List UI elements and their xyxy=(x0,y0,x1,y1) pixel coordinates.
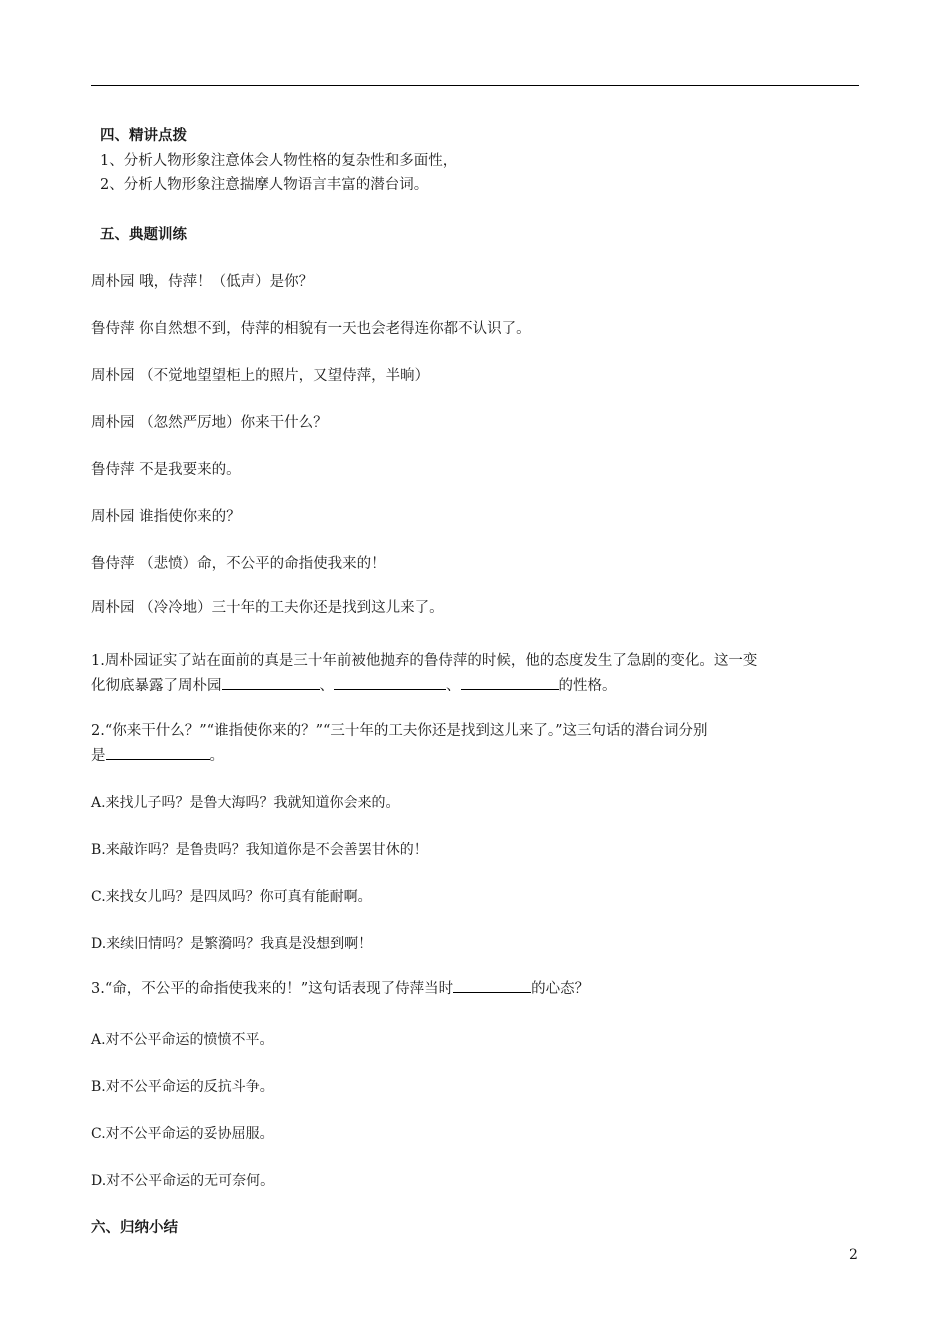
question-3 xyxy=(91,978,589,999)
question-3-suffix: 的心态？ xyxy=(531,981,590,997)
answer-blank[interactable] xyxy=(334,675,446,690)
dialogue-line: 鲁侍萍 （悲愤）命，不公平的命指使我来的！ xyxy=(91,556,386,572)
page-number: 2 xyxy=(849,1247,858,1263)
dialogue-line: 周朴园 （冷冷地）三十年的工夫你还是找到这儿来了。 xyxy=(91,600,444,616)
question-1-line-2 xyxy=(91,675,617,696)
option-a: A.对不公平命运的愤愤不平。 xyxy=(91,1032,274,1048)
question-3-prefix: 3.“命，不公平的命指使我来的！”这句话表现了侍萍当时 xyxy=(91,981,454,997)
option-b: B.来敲诈吗？是鲁贵吗？我知道你是不会善罢甘休的！ xyxy=(91,842,428,858)
dialogue-line: 鲁侍萍 不是我要来的。 xyxy=(91,462,241,478)
option-b: B.对不公平命运的反抗斗争。 xyxy=(91,1079,274,1095)
question-2-line-2 xyxy=(91,745,224,766)
dialogue-line: 鲁侍萍 你自然想不到，侍萍的相貌有一天也会老得连你都不认识了。 xyxy=(91,321,531,337)
answer-blank[interactable] xyxy=(106,745,210,760)
question-2-prefix: 是 xyxy=(91,748,106,764)
dialogue-line: 周朴园 谁指使你来的？ xyxy=(91,509,241,525)
option-d: D.来续旧情吗？是繁漪吗？我真是没想到啊！ xyxy=(91,936,373,952)
section-heading-4: 四、精讲点拨 xyxy=(100,128,187,144)
question-1-line-1: 1.周朴园证实了站在面前的真是三十年前被他抛弃的鲁侍萍的时候，他的态度发生了急剧的变化。这一变 xyxy=(91,653,758,669)
separator: 、 xyxy=(446,678,461,694)
dialogue-line: 周朴园 哦，侍萍！（低声）是你？ xyxy=(91,274,314,290)
question-1-suffix: 的性格。 xyxy=(558,678,617,694)
option-a: A.来找儿子吗？是鲁大海吗？我就知道你会来的。 xyxy=(91,795,400,811)
answer-blank[interactable] xyxy=(453,978,531,993)
list-item: 2、分析人物形象注意揣摩人物语言丰富的潜台词。 xyxy=(100,177,429,193)
separator: 、 xyxy=(319,678,334,694)
question-2-suffix: 。 xyxy=(209,748,224,764)
dialogue-line: 周朴园 （不觉地望望柜上的照片，又望侍萍，半晌） xyxy=(91,368,430,384)
question-2-line-1: 2.“你来干什么？”“谁指使你来的？”“三十年的工夫你还是找到这儿来了。”这三句话的潜台词分别 xyxy=(91,723,708,739)
option-c: C.来找女儿吗？是四凤吗？你可真有能耐啊。 xyxy=(91,889,372,905)
header-rule xyxy=(91,85,859,86)
list-item: 1、分析人物形象注意体会人物性格的复杂性和多面性， xyxy=(100,153,458,169)
answer-blank[interactable] xyxy=(222,675,320,690)
section-heading-5: 五、典题训练 xyxy=(100,227,187,243)
question-1-prefix: 化彻底暴露了周朴园 xyxy=(91,678,222,694)
option-d: D.对不公平命运的无可奈何。 xyxy=(91,1173,275,1189)
option-c: C.对不公平命运的妥协屈服。 xyxy=(91,1126,274,1142)
section-heading-6: 六、归纳小结 xyxy=(91,1220,178,1236)
dialogue-line: 周朴园 （忽然严厉地）你来干什么？ xyxy=(91,415,328,431)
answer-blank[interactable] xyxy=(461,675,559,690)
